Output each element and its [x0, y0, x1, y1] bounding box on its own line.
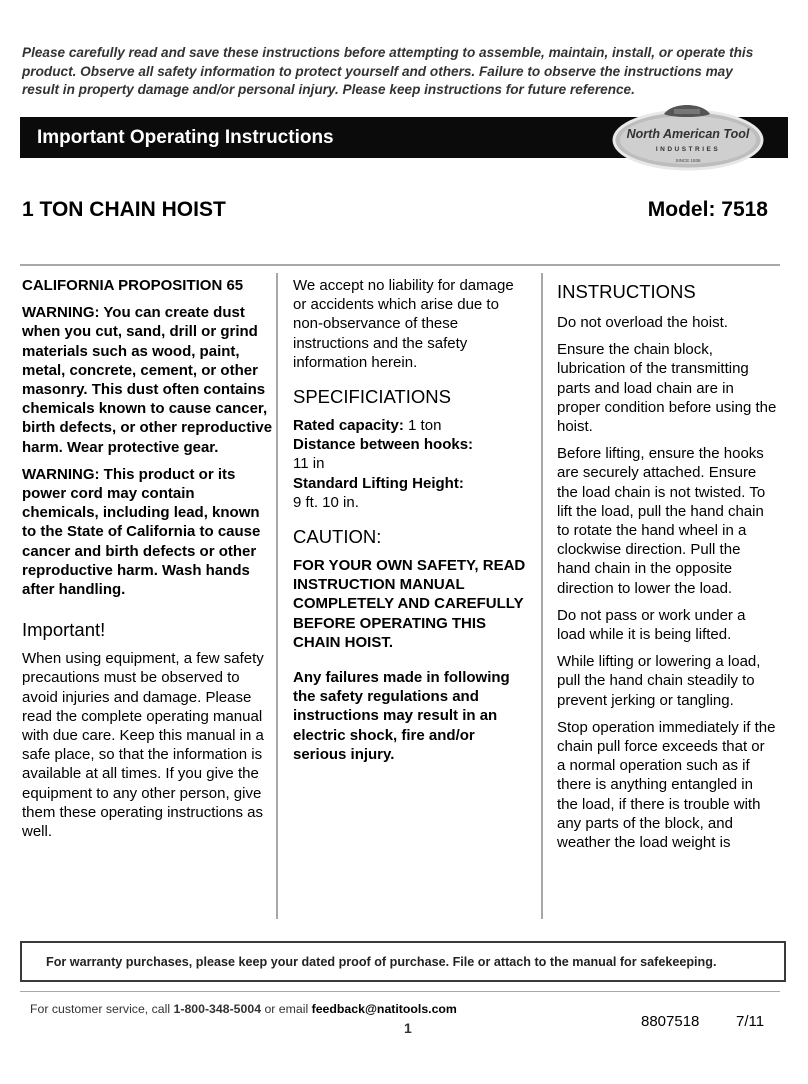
height-label: Standard Lifting Height: [293, 474, 464, 492]
model-number: Model: 7518 [647, 198, 768, 221]
height-value: 9 ft. 10 in. [293, 493, 359, 511]
service-prefix: For customer service, call [30, 1002, 171, 1016]
warranty-text: For warranty purchases, please keep your dated proof of purchase. File or attach to the manual for safekeeping. [46, 955, 717, 969]
capacity-label: Rated capacity: [293, 417, 404, 435]
customer-service-line [30, 1002, 457, 1016]
instruction-1: Do not overload the hoist. [557, 314, 728, 331]
instruction-3: Before lifting, ensure the hooks are securely attached. Ensure the load chain is not twisted. To lift the load, pull the hand chain to rotate the hand wheel in a clockwise direction. Pull the hand chain in the opposite direction to lower the load. [557, 445, 766, 597]
instruction-4: Do not pass or work under a load while it is being lifted. [557, 606, 746, 644]
service-phone[interactable]: 1-800-348-5004 [173, 1002, 262, 1016]
company-logo [612, 100, 764, 172]
instruction-5: While lifting or lowering a load, pull the hand chain steadily to prevent jerking or tangling. [557, 653, 761, 709]
product-title: 1 TON CHAIN HOIST [22, 198, 226, 221]
failures-warning: Any failures made in following the safety regulations and instructions may result in an electric shock, fire and/or serious injury. [293, 669, 510, 763]
distance-label: Distance between hooks: [293, 436, 474, 454]
service-or-email: or email [264, 1002, 309, 1016]
footer-divider [20, 991, 780, 992]
column-divider-2 [541, 273, 543, 919]
important-body: When using equipment, a few safety precautions must be observed to avoid injuries and damage. Please read the complete operating manual with due care. Keep this manual in a safe place, so that the information is available at all times. If you give the equipment to any other person, give them these operating instructions as well. [22, 650, 264, 841]
document-date: 7/11 [736, 1013, 765, 1030]
banner-title: Important Operating Instructions [37, 127, 334, 148]
capacity-value: 1 ton [408, 417, 442, 435]
important-heading: Important! [22, 619, 106, 641]
document-code: 8807518 [641, 1013, 700, 1030]
liability-text: We accept no liability for damage or accidents which arise due to non-observance of these instructions and the safety information herein. [293, 277, 514, 371]
column-divider-1 [276, 273, 278, 919]
service-email-link[interactable]: feedback@natitools.com [311, 1002, 457, 1016]
caution-heading: CAUTION: [293, 526, 382, 548]
caution-body: FOR YOUR OWN SAFETY, READ INSTRUCTION MANUAL COMPLETELY AND CAREFULLY BEFORE OPERATING THIS CHAIN HOIST. [293, 557, 526, 651]
lead-warning: WARNING: This product or its power cord may contain chemicals, including lead, known to the State of California to cause cancer and birth defects or other reproductive harm. Wash hands after handling. [22, 465, 261, 599]
instructions-heading: INSTRUCTIONS [557, 281, 696, 302]
logo-name: North American Tool [626, 127, 750, 141]
specifications-heading: SPECIFICIATIONS [293, 386, 451, 408]
column-warnings [22, 276, 274, 849]
column-specifications [293, 276, 529, 772]
header-divider [20, 264, 780, 266]
intro-notice: Please carefully read and save these instructions before attempting to assemble, maintain, install, or operate this product. Observe all safety information to protect yourself and others. Failure to observe the instructions may result in property damage and/or personal injury. Please keep instructions for future reference. [22, 45, 754, 97]
instruction-2: Ensure the chain block, lubrication of the transmitting parts and load chain are in proper condition before using the hoist. [557, 341, 777, 436]
column-instructions [557, 281, 777, 860]
spec-capacity [293, 416, 529, 435]
prop65-heading: CALIFORNIA PROPOSITION 65 [22, 277, 244, 294]
warranty-box [20, 941, 786, 982]
instruction-6: Stop operation immediately if the chain pull force exceeds that or a normal operation such as if there is anything entangled in the load, if there is trouble with any parts of the block, and weather the load weight is [557, 718, 776, 852]
page-number: 1 [404, 1020, 412, 1036]
dust-warning: WARNING: You can create dust when you cut, sand, drill or grind materials such as wood, paint, metal, concrete, cement, or other masonry. This dust often contains chemicals known to cause cancer, birth defects, or other reproductive harm. Wear protective gear. [22, 304, 273, 456]
logo-subtitle: INDUSTRIES [655, 146, 721, 153]
logo-since: SINCE 1936 [675, 158, 701, 163]
distance-value: 11 in [293, 455, 325, 473]
